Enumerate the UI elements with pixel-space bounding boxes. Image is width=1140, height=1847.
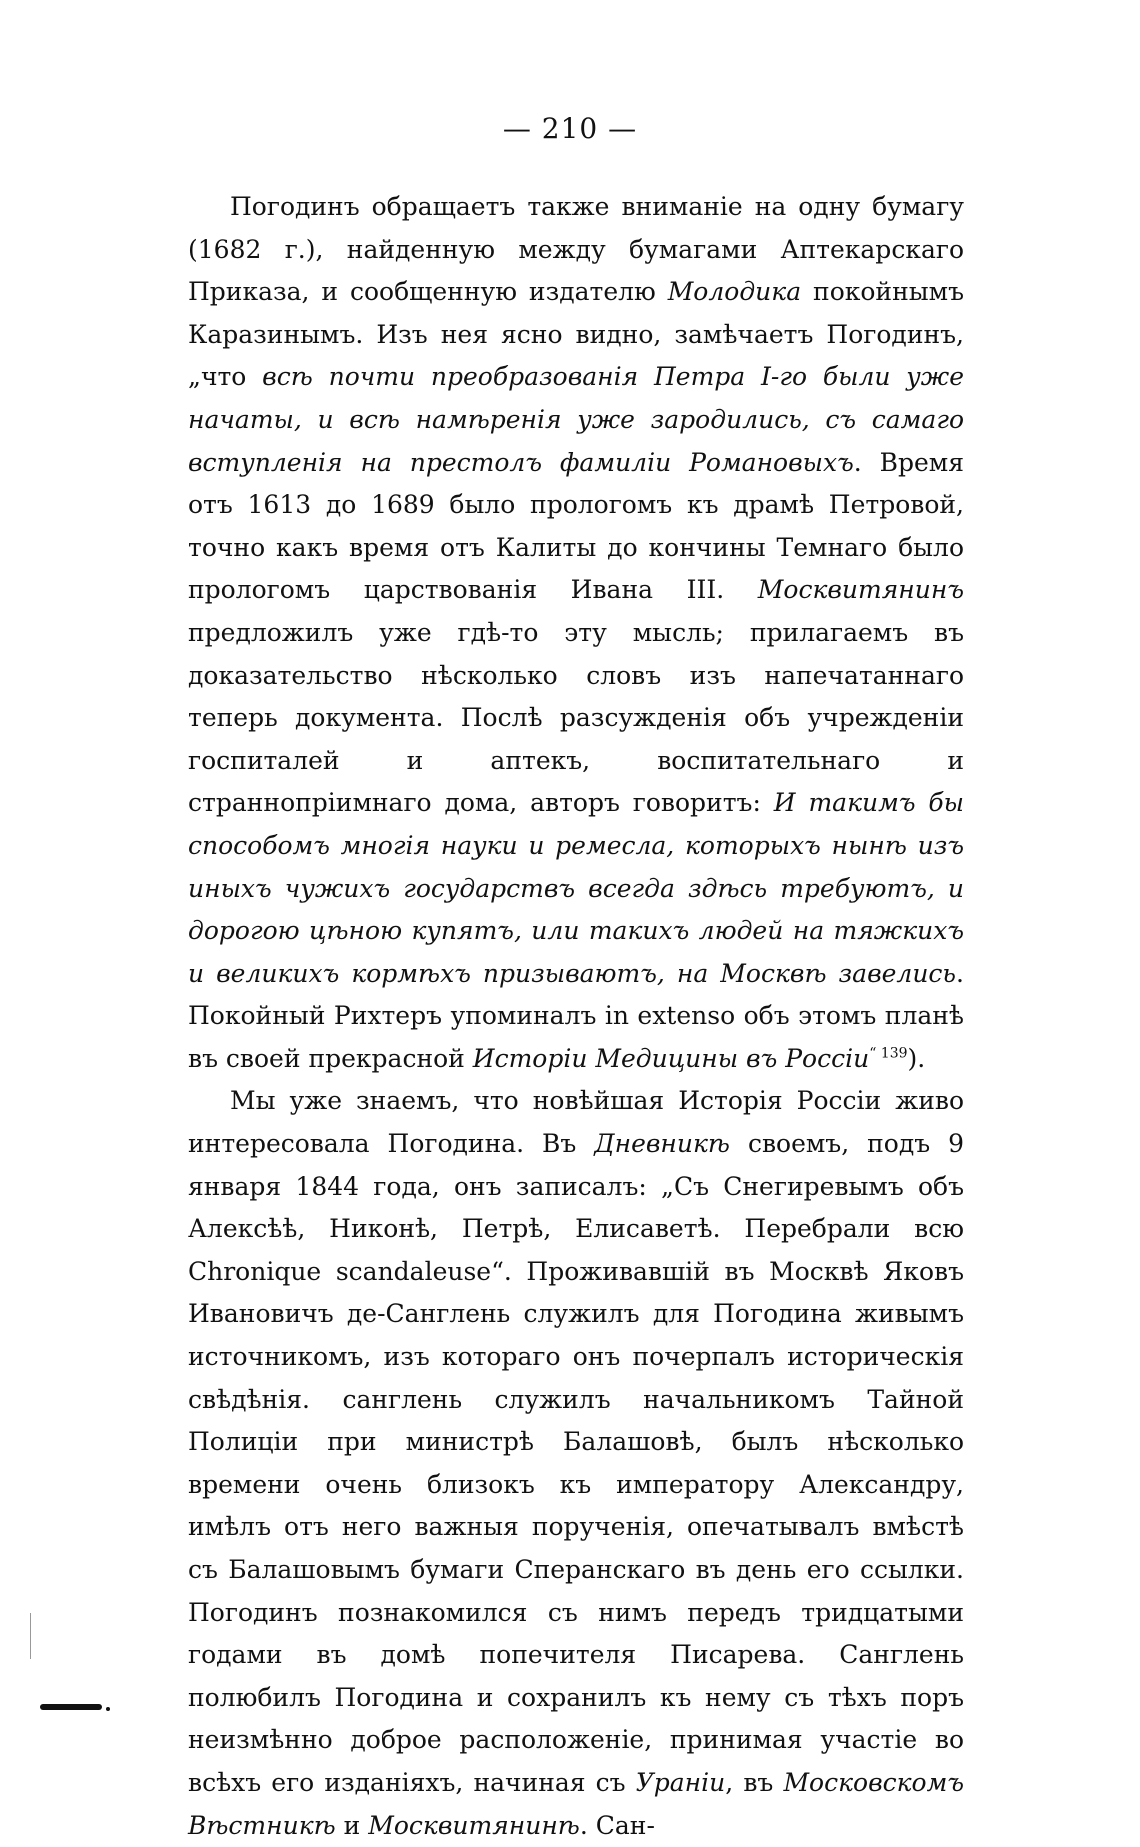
p1-text-5: . Покойный Рихтеръ упоминалъ in extenso объ этомъ планѣ въ своей прекрасной [188,958,964,1073]
scan-artifact-dot [106,1707,110,1711]
scan-edge-mark [30,1613,31,1659]
p2-italic-3: Московскомъ Вѣстникѣ [188,1767,964,1840]
p1-text-4: предложилъ уже гдѣ-то эту мысль; прилагаемъ въ доказательство нѣсколько словъ изъ напечатаннаго теперь документа. Послѣ разсужденія объ учрежденіи госпиталей и аптекъ, воспитательнаго и страннопріимнаго дома, авторъ говоритъ: [188,617,964,818]
p2-text-3: , въ [725,1767,784,1797]
p1-italic-2: всѣ почти преобразованія Петра I-го были уже начаты, и всѣ намѣренія уже зародились, съ самаго вступленія на престолъ фамиліи Романовыхъ [188,362,964,477]
p2-text-5: . Сан- [579,1810,655,1840]
p1-text-1: Погодинъ обращаетъ также вниманіе на одну бумагу (1682 г.), найденную между бумагами Аптекарскаго Приказа, и сообщенную издателю [188,192,964,307]
p1-italic-5: Исторіи Медицины въ Россіи [472,1043,870,1073]
p2-italic-2: Ураніи [635,1767,726,1797]
p2-italic-4: Москвитянинѣ [368,1810,580,1840]
p1-text-6: ). [907,1043,926,1073]
p2-italic-1: Дневникѣ [594,1129,730,1159]
p1-text-3: . Время отъ 1613 до 1689 было прологомъ къ драмѣ Петровой, точно какъ время отъ Калиты до кончины Темнаго было прологомъ царствованія Ивана III. [188,447,964,605]
p1-italic-1: Молодика [667,277,802,307]
p2-text-4: и [335,1810,369,1840]
p2-text-1: Мы уже знаемъ, что новѣйшая Исторія Россіи живо интересовала Погодина. Въ [188,1086,964,1159]
p1-italic-4: И такимъ бы способомъ многія науки и ремесла, которыхъ нынѣ изъ иныхъ чужихъ государствъ всегда здѣсь требуютъ, и дорогою цѣною купятъ, или такихъ людей на тяжкихъ и великихъ кормѣхъ призываютъ, на Москвѣ завелись [188,788,964,988]
p1-text-2: покойнымъ Каразинымъ. Изъ нея ясно видно, замѣчаетъ Погодинъ, „что [188,277,964,392]
p1-italic-3: Москвитянинъ [757,575,964,605]
body-text [188,186,964,1847]
paragraph-2 [188,1080,964,1847]
paragraph-1 [188,186,964,1080]
p2-text-2: своемъ, подъ 9 января 1844 года, онъ записалъ: „Съ Снегиревымъ объ Алексѣѣ, Никонѣ, Петрѣ, Елисаветѣ. Перебрали всю Chronique scandaleuse“. Проживавшій въ Москвѣ Яковъ Ивановичъ де-Санглень служилъ для Погодина живымъ источникомъ, изъ котораго онъ почерпалъ историческія свѣдѣнія. санглень служилъ начальникомъ Тайной Полиціи при министрѣ Балашовѣ, былъ нѣсколько времени очень близокъ къ императору Александру, имѣлъ отъ него важныя порученія, опечатывалъ вмѣстѣ съ Балашовымъ бумаги Сперанскаго въ день его ссылки. Погодинъ познакомился съ нимъ передъ тридцатыми годами въ домѣ попечителя Писарева. Санглень полюбилъ Погодина и сохранилъ къ нему съ тѣхъ поръ неизмѣнно доброе расположеніе, принимая участіе во всѣхъ его изданіяхъ, начиная съ [188,1129,964,1797]
page-number: — 210 — [502,112,638,145]
footnote-ref: “ 139 [869,1045,908,1062]
scan-artifact-dash [40,1704,102,1710]
